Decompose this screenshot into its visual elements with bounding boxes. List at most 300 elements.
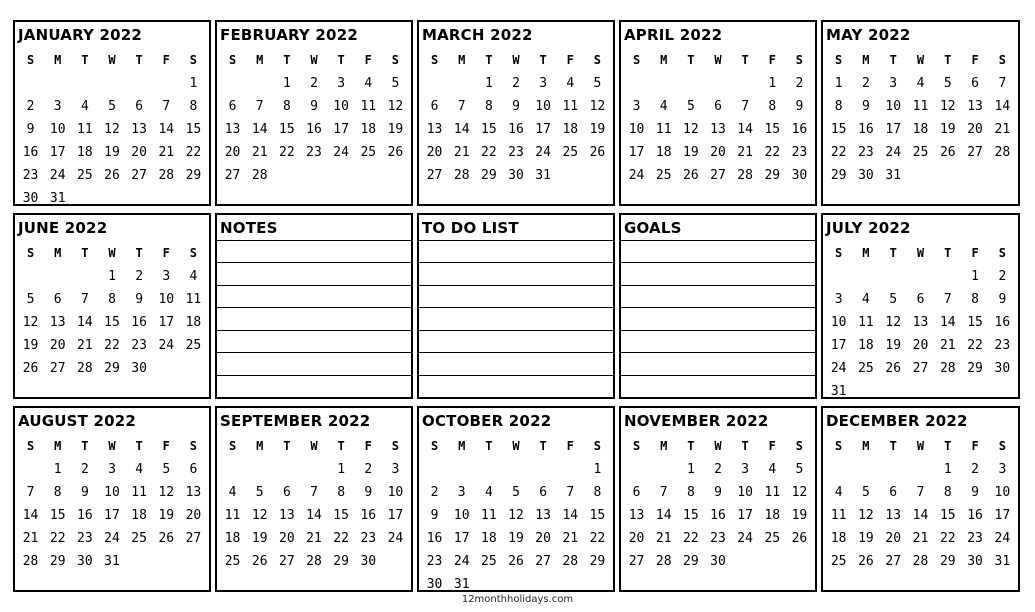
day-cell: 9 [998, 292, 1007, 307]
weekday-header: T [539, 53, 547, 67]
day-cell: 31 [104, 554, 120, 569]
day-cell: 22 [279, 145, 295, 160]
empty-cell [650, 72, 677, 95]
day-cell: 24 [830, 361, 847, 376]
day-cell: 14 [306, 508, 322, 523]
weekday-header: M [54, 53, 62, 67]
day-cell: 24 [628, 168, 645, 183]
day-cell: 11 [562, 99, 579, 114]
day-cell: 28 [251, 168, 268, 183]
day-cell: 28 [306, 554, 322, 569]
month-grid [17, 49, 207, 210]
weekday-header: F [162, 53, 170, 67]
weekday-header: T [889, 246, 897, 260]
day-cell: 17 [885, 122, 902, 137]
month-title: JANUARY 2022 [18, 26, 143, 44]
day-cell: 4 [659, 99, 668, 114]
empty-cell [907, 458, 934, 481]
weekday-header: T [135, 439, 143, 453]
day-cell: 8 [282, 99, 291, 114]
month-panel-march [417, 20, 615, 206]
empty-cell [71, 72, 98, 95]
day-cell: 7 [310, 485, 318, 500]
weekday-header: F [566, 53, 574, 67]
notes-title: NOTES [220, 219, 278, 237]
day-cell: 19 [251, 531, 268, 546]
day-cell: 8 [189, 99, 198, 114]
day-cell: 19 [683, 145, 699, 160]
day-cell: 29 [589, 554, 606, 569]
day-cell: 26 [508, 554, 524, 569]
weekday-header: M [54, 246, 62, 260]
day-cell: 24 [104, 531, 120, 546]
day-cell: 2 [364, 462, 373, 477]
weekday-header: S [228, 439, 237, 453]
day-cell: 18 [185, 315, 202, 330]
empty-cell [825, 265, 852, 288]
day-cell: 17 [49, 145, 66, 160]
month-panel-september [215, 406, 413, 592]
day-cell: 22 [104, 338, 120, 353]
day-cell: 20 [967, 122, 983, 137]
month-grid [623, 49, 813, 187]
day-cell: 6 [971, 76, 979, 91]
day-cell: 27 [710, 168, 726, 183]
day-cell: 17 [333, 122, 349, 137]
notes-lines [217, 240, 411, 397]
day-cell: 23 [77, 531, 93, 546]
day-cell: 1 [971, 269, 979, 284]
month-panel-october [417, 406, 615, 592]
day-cell: 16 [508, 122, 524, 137]
day-cell: 20 [710, 145, 726, 160]
day-cell: 19 [508, 531, 524, 546]
month-panel-december [821, 406, 1020, 592]
day-cell: 22 [333, 531, 349, 546]
day-cell: 6 [135, 99, 144, 114]
day-cell: 19 [858, 531, 874, 546]
day-cell: 11 [655, 122, 672, 137]
empty-cell [421, 458, 448, 481]
day-cell: 31 [994, 554, 1011, 569]
day-cell: 21 [158, 145, 175, 160]
weekday-header: S [593, 53, 602, 67]
day-cell: 22 [185, 145, 202, 160]
day-cell: 2 [80, 462, 89, 477]
day-cell: 29 [333, 554, 349, 569]
day-cell: 17 [453, 531, 470, 546]
day-cell: 8 [971, 292, 979, 307]
month-title: FEBRUARY 2022 [220, 26, 358, 44]
weekday-header: S [189, 53, 198, 67]
empty-cell [880, 265, 907, 288]
day-cell: 26 [885, 361, 902, 376]
day-cell: 27 [426, 168, 443, 183]
day-cell: 23 [508, 145, 524, 160]
day-cell: 17 [535, 122, 551, 137]
day-cell: 25 [131, 531, 147, 546]
empty-cell [421, 72, 448, 95]
day-cell: 21 [453, 145, 470, 160]
day-cell: 12 [508, 508, 524, 523]
day-cell: 20 [185, 508, 202, 523]
day-cell: 14 [994, 99, 1011, 114]
day-cell: 21 [655, 531, 672, 546]
day-cell: 21 [939, 338, 956, 353]
day-cell: 2 [512, 76, 520, 91]
day-cell: 12 [885, 315, 902, 330]
weekday-header: S [835, 439, 843, 453]
empty-cell [732, 72, 759, 95]
day-cell: 8 [686, 485, 695, 500]
day-cell: 3 [834, 292, 843, 307]
day-cell: 26 [939, 145, 956, 160]
weekday-header: S [795, 439, 804, 453]
day-cell: 15 [104, 315, 120, 330]
day-cell: 3 [889, 76, 898, 91]
day-cell: 1 [189, 76, 198, 91]
day-cell: 29 [104, 361, 120, 376]
day-cell: 24 [387, 531, 404, 546]
day-cell: 13 [224, 122, 241, 137]
day-cell: 2 [430, 485, 439, 500]
day-cell: 25 [764, 531, 781, 546]
day-cell: 9 [512, 99, 520, 114]
day-cell: 26 [858, 554, 874, 569]
weekday-header: S [593, 439, 602, 453]
day-cell: 9 [862, 99, 870, 114]
day-cell: 11 [360, 99, 377, 114]
weekday-header: T [741, 439, 749, 453]
day-cell: 10 [737, 485, 753, 500]
day-cell: 21 [994, 122, 1011, 137]
empty-cell [219, 72, 246, 95]
day-cell: 9 [364, 485, 373, 500]
day-cell: 28 [158, 168, 175, 183]
day-cell: 30 [131, 361, 147, 376]
day-cell: 28 [655, 554, 672, 569]
day-cell: 30 [994, 361, 1011, 376]
day-cell: 14 [655, 508, 672, 523]
day-cell: 14 [939, 315, 956, 330]
weekday-header: T [135, 53, 143, 67]
day-cell: 1 [282, 76, 291, 91]
empty-cell [44, 72, 71, 95]
empty-cell [852, 265, 879, 288]
weekday-header: S [998, 53, 1006, 67]
day-cell: 15 [830, 122, 847, 137]
weekday-header: T [81, 53, 89, 67]
day-cell: 4 [862, 292, 870, 307]
empty-cell [623, 458, 650, 481]
month-grid [421, 49, 611, 187]
day-cell: 22 [683, 531, 699, 546]
month-grid [17, 242, 207, 380]
empty-cell [852, 458, 879, 481]
month-title: MARCH 2022 [422, 26, 533, 44]
empty-cell [530, 458, 557, 481]
day-cell: 20 [224, 145, 241, 160]
weekday-header: S [835, 53, 843, 67]
day-cell: 31 [453, 577, 470, 592]
empty-cell [880, 458, 907, 481]
day-cell: 18 [764, 508, 781, 523]
day-cell: 23 [426, 554, 443, 569]
empty-cell [907, 265, 934, 288]
day-cell: 9 [80, 485, 89, 500]
day-cell: 16 [710, 508, 726, 523]
weekday-header: F [364, 53, 372, 67]
goals-lines [621, 240, 815, 397]
day-cell: 28 [77, 361, 93, 376]
day-cell: 28 [912, 554, 929, 569]
empty-cell [502, 458, 529, 481]
weekday-header: M [458, 439, 466, 453]
day-cell: 3 [539, 76, 548, 91]
day-cell: 10 [535, 99, 551, 114]
month-title: APRIL 2022 [624, 26, 723, 44]
day-cell: 3 [632, 99, 641, 114]
day-cell: 13 [885, 508, 902, 523]
day-cell: 4 [364, 76, 373, 91]
day-cell: 9 [135, 292, 144, 307]
month-panel-april [619, 20, 817, 206]
weekday-header: F [162, 246, 170, 260]
weekday-header: F [162, 439, 170, 453]
day-cell: 27 [49, 361, 66, 376]
weekday-header: W [108, 53, 116, 67]
day-cell: 12 [858, 508, 874, 523]
day-cell: 18 [360, 122, 377, 137]
day-cell: 27 [535, 554, 551, 569]
day-cell: 17 [994, 508, 1011, 523]
day-cell: 31 [49, 191, 66, 206]
month-title: OCTOBER 2022 [422, 412, 552, 430]
day-cell: 20 [912, 338, 929, 353]
weekday-header: F [768, 439, 776, 453]
empty-cell [44, 265, 71, 288]
weekday-header: T [81, 439, 89, 453]
day-cell: 18 [830, 531, 847, 546]
day-cell: 24 [453, 554, 470, 569]
day-cell: 25 [481, 554, 497, 569]
weekday-header: F [971, 53, 979, 67]
todo-title: TO DO LIST [422, 219, 519, 237]
day-cell: 12 [22, 315, 39, 330]
weekday-header: T [485, 53, 493, 67]
weekday-header: S [430, 53, 439, 67]
day-cell: 24 [535, 145, 551, 160]
weekday-header: T [687, 439, 695, 453]
day-cell: 6 [714, 99, 722, 114]
day-cell: 4 [768, 462, 777, 477]
day-cell: 22 [589, 531, 606, 546]
day-cell: 28 [939, 361, 956, 376]
day-cell: 8 [593, 485, 602, 500]
day-cell: 30 [426, 577, 443, 592]
day-cell: 10 [830, 315, 847, 330]
weekday-header: W [916, 53, 925, 67]
day-cell: 22 [967, 338, 983, 353]
weekday-header: W [512, 439, 520, 453]
day-cell: 21 [737, 145, 753, 160]
day-cell: 2 [795, 76, 804, 91]
day-cell: 7 [26, 485, 35, 500]
month-grid [421, 435, 611, 596]
weekday-header: W [714, 53, 722, 67]
day-cell: 10 [994, 485, 1011, 500]
month-title: JULY 2022 [826, 219, 911, 237]
day-cell: 23 [360, 531, 377, 546]
month-grid [623, 435, 813, 573]
day-cell: 15 [279, 122, 295, 137]
day-cell: 25 [562, 145, 579, 160]
day-cell: 8 [943, 485, 952, 500]
day-cell: 28 [562, 554, 579, 569]
day-cell: 20 [628, 531, 645, 546]
day-cell: 29 [830, 168, 847, 183]
weekday-header: M [862, 53, 870, 67]
day-cell: 12 [158, 485, 175, 500]
empty-cell [448, 72, 475, 95]
day-cell: 15 [939, 508, 956, 523]
day-cell: 9 [714, 485, 722, 500]
goals-panel [619, 213, 817, 399]
day-cell: 30 [77, 554, 93, 569]
day-cell: 23 [131, 338, 147, 353]
empty-cell [825, 458, 852, 481]
day-cell: 4 [189, 269, 198, 284]
day-cell: 1 [686, 462, 695, 477]
day-cell: 26 [104, 168, 120, 183]
weekday-header: T [687, 53, 695, 67]
weekday-header: T [283, 53, 291, 67]
day-cell: 5 [889, 292, 898, 307]
day-cell: 14 [22, 508, 39, 523]
day-cell: 17 [387, 508, 404, 523]
footer-site-link[interactable]: 12monthholidays.com [461, 594, 574, 605]
day-cell: 11 [764, 485, 781, 500]
day-cell: 6 [430, 99, 439, 114]
day-cell: 19 [22, 338, 39, 353]
weekday-header: M [862, 246, 870, 260]
day-cell: 27 [185, 531, 202, 546]
day-cell: 6 [632, 485, 641, 500]
day-cell: 15 [589, 508, 606, 523]
month-title: SEPTEMBER 2022 [220, 412, 371, 430]
day-cell: 1 [108, 269, 116, 284]
weekday-header: T [889, 53, 897, 67]
day-cell: 20 [49, 338, 66, 353]
weekday-header: W [108, 439, 116, 453]
weekday-header: W [916, 439, 925, 453]
day-cell: 27 [279, 554, 295, 569]
day-cell: 6 [916, 292, 925, 307]
day-cell: 26 [251, 554, 268, 569]
day-cell: 4 [228, 485, 237, 500]
day-cell: 16 [360, 508, 377, 523]
month-title: DECEMBER 2022 [826, 412, 968, 430]
day-cell: 4 [834, 485, 843, 500]
day-cell: 16 [77, 508, 93, 523]
day-cell: 13 [426, 122, 443, 137]
day-cell: 7 [457, 99, 466, 114]
month-title: JUNE 2022 [18, 219, 108, 237]
day-cell: 27 [885, 554, 902, 569]
day-cell: 6 [282, 485, 291, 500]
day-cell: 24 [49, 168, 66, 183]
day-cell: 4 [566, 76, 575, 91]
day-cell: 3 [457, 485, 466, 500]
day-cell: 1 [768, 76, 777, 91]
day-cell: 13 [628, 508, 645, 523]
day-cell: 3 [337, 76, 346, 91]
day-cell: 28 [737, 168, 753, 183]
day-cell: 29 [185, 168, 202, 183]
day-cell: 8 [768, 99, 777, 114]
weekday-header: T [944, 53, 952, 67]
day-cell: 2 [862, 76, 870, 91]
day-cell: 18 [481, 531, 497, 546]
day-cell: 2 [26, 99, 35, 114]
weekday-header: S [391, 439, 400, 453]
day-cell: 5 [795, 462, 804, 477]
day-cell: 9 [430, 508, 439, 523]
day-cell: 29 [49, 554, 66, 569]
empty-cell [623, 72, 650, 95]
day-cell: 29 [764, 168, 781, 183]
empty-cell [17, 72, 44, 95]
day-cell: 22 [49, 531, 66, 546]
day-cell: 10 [387, 485, 404, 500]
day-cell: 23 [791, 145, 808, 160]
day-cell: 29 [967, 361, 983, 376]
day-cell: 26 [791, 531, 808, 546]
todo-lines [419, 240, 613, 397]
day-cell: 16 [858, 122, 874, 137]
empty-cell [126, 72, 153, 95]
day-cell: 13 [279, 508, 295, 523]
weekday-header: F [971, 246, 979, 260]
day-cell: 1 [834, 76, 843, 91]
day-cell: 10 [333, 99, 349, 114]
empty-cell [219, 458, 246, 481]
day-cell: 24 [994, 531, 1011, 546]
day-cell: 11 [481, 508, 497, 523]
day-cell: 16 [306, 122, 322, 137]
day-cell: 12 [589, 99, 606, 114]
day-cell: 19 [791, 508, 808, 523]
month-panel-june [13, 213, 211, 399]
day-cell: 7 [80, 292, 89, 307]
day-cell: 16 [791, 122, 808, 137]
day-cell: 14 [912, 508, 929, 523]
weekday-header: M [660, 439, 668, 453]
day-cell: 9 [795, 99, 804, 114]
day-cell: 12 [939, 99, 956, 114]
day-cell: 30 [710, 554, 726, 569]
day-cell: 2 [998, 269, 1007, 284]
day-cell: 23 [710, 531, 726, 546]
empty-cell [475, 458, 502, 481]
weekday-header: T [81, 246, 89, 260]
day-cell: 11 [131, 485, 147, 500]
day-cell: 5 [593, 76, 602, 91]
weekday-header: T [135, 246, 143, 260]
day-cell: 18 [562, 122, 579, 137]
weekday-header: S [795, 53, 804, 67]
day-cell: 30 [858, 168, 874, 183]
